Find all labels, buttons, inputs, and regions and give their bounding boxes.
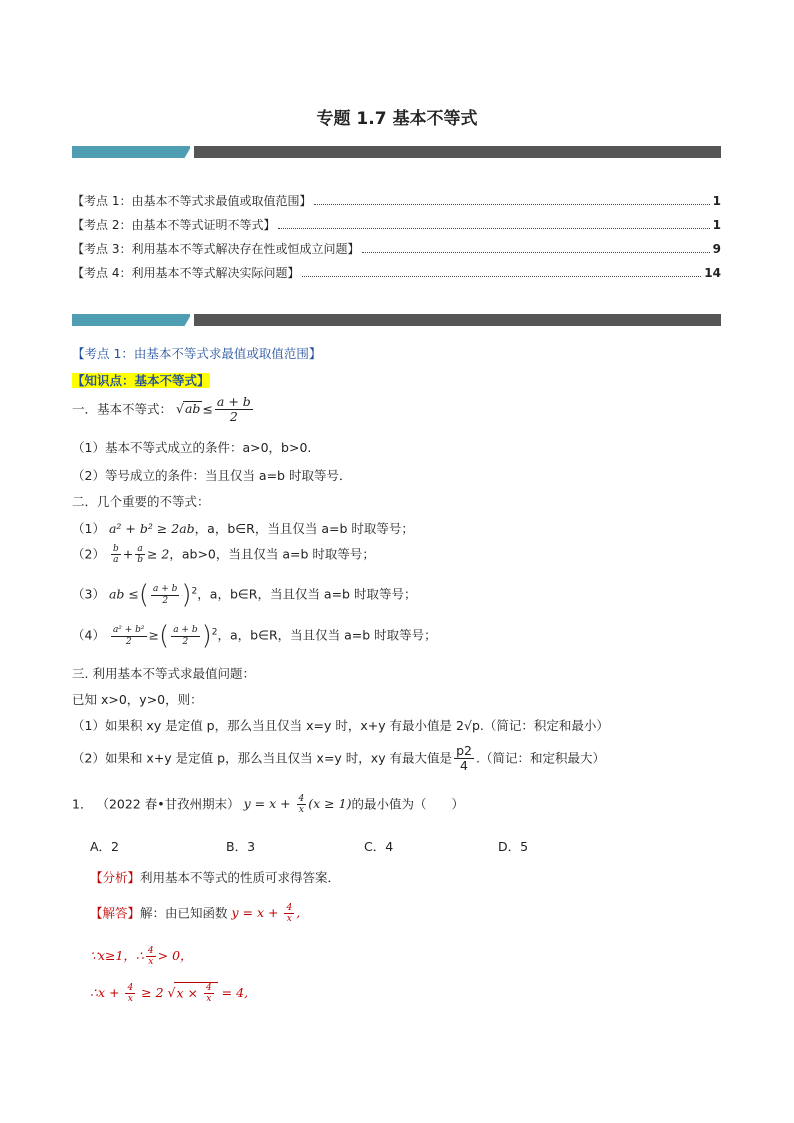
formula-a-plus-b-over-2: $\frac{a + b}{2}$ [153,584,178,606]
toc-entry[interactable] [72,236,721,260]
basic-inequality-line: 一．基本不等式： √ab ≤ $\frac{a + b}{2}$ [72,394,251,425]
basic-inequality-title: 一．基本不等式： [72,401,173,417]
formula-a2-b2-2ab: a² + b² ≥ 2ab [108,521,195,536]
option-d[interactable]: D．5 [498,839,529,854]
toc-label: 【考点 4：利用基本不等式解决实际问题】 [72,266,300,280]
answer-function: y = x + $\frac{4}{x}$ , [231,903,301,925]
inequality-item-2: （2） $\frac{b}{a}$ + $\frac{a}{b}$ ≥ 2，ab>0，当且仅当 a=b 时取等号； [72,544,375,566]
option-c[interactable]: C．4 [364,839,394,854]
toc-entry[interactable] [72,212,721,236]
toc-page: 9 [712,242,721,256]
analysis-text: 利用基本不等式的性质可求得答案． [140,870,341,885]
condition-line-2: （2）等号成立的条件：当且仅当 a=b 时取等号． [72,468,352,483]
toc-leader [314,188,709,205]
answer-tag: 【解答】 [90,905,141,921]
question-number: 1． [72,796,93,812]
page-title: 专题 1.7 基本不等式 [316,109,478,129]
divider-bar-top [72,146,721,158]
toc-entry[interactable] [72,188,721,212]
solution-step-1: ∵x≥1，∴ $\frac{4}{x}$ > 0， [90,946,193,968]
inequality-item-4: （4） $\frac{\text{a² + b²}}{2}$ ≥( $\frac{a + b}{2}$ )$^2$，a，b∈R，当且仅当 a=b 时取等号； [72,621,437,651]
important-inequalities-title: 二．几个重要的不等式： [72,494,210,509]
formula-b-over-a: $\frac{b}{a}$ [112,544,119,566]
toc-label: 【考点 1：由基本不等式求最值或取值范围】 [72,194,312,208]
analysis-line [90,868,340,886]
toc-page: 1 [712,218,721,232]
toc-leader [278,212,709,229]
option-a[interactable]: A．2 [90,839,120,854]
analysis-tag: 【分析】 [90,870,141,885]
formula-a-plus-b-over-2: $\frac{a + b}{2}$ [216,394,251,425]
solution-step-2: ∴x + $\frac{4}{x}$ ≥ 2 √x × $\frac{4}{x}$ = 4, [90,983,249,1005]
inequality-item-3: （3） ab ≤( $\frac{a + b}{2}$ )$^2$，a，b∈R，当且仅当 a=b 时取等号； [72,580,417,610]
divider-bar-section [72,314,721,326]
answer-text: 解：由已知函数 [140,905,228,921]
question-stem [72,794,464,816]
answer-line [90,903,300,925]
toc-leader [362,236,709,253]
question-source: （2022 春•甘孜州期末） [96,796,240,812]
formula-a-over-b: $\frac{a}{b}$ [137,544,143,566]
condition-line-1: （1）基本不等式成立的条件：a>0，b>0. [72,440,312,455]
knowledge-tag-label: 【知识点：基本不等式】 [72,373,210,388]
formula-p2-over-4: $\frac{p2}{4}$ [456,743,472,774]
toc-leader [302,260,701,277]
toc-label: 【考点 3：利用基本不等式解决存在性或恒成立问题】 [72,242,360,256]
case-2: （2）如果和 x+y 是定值 p，那么当且仅当 x=y 时，xy 有最大值是 $\frac{p2}{4}$ .（简记：和定积最大） [72,743,605,774]
toc-entry[interactable] [72,260,721,284]
table-of-contents [72,188,721,284]
option-b[interactable]: B．3 [226,839,256,854]
formula-sqrt-ab: √ab [176,401,201,417]
formula-a-plus-b-over-2: $\frac{a + b}{2}$ [173,625,198,647]
question-stem-tail: 的最小值为（ ） [351,796,464,812]
formula-a2-b2-over-2: $\frac{\text{a² + b²}}{2}$ [112,625,145,647]
given-condition: 已知 x>0，y>0，则： [72,692,203,707]
max-min-title: 三. 利用基本不等式求最值问题： [72,666,255,681]
case-1: （1）如果积 xy 是定值 p，那么当且仅当 x=y 时，x+y 有最小值是 2√p.（简记：积定和最小） [72,718,609,733]
inequality-item-1: （1） a² + b² ≥ 2ab，a，b∈R，当且仅当 a=b 时取等号； [72,521,414,536]
toc-page: 1 [712,194,721,208]
toc-label: 【考点 2：由基本不等式证明不等式】 [72,218,276,232]
toc-page: 14 [704,266,721,280]
knowledge-tag [72,371,210,389]
question-function: y = x + $\frac{4}{x}$ (x ≥ 1) [243,794,352,816]
section-heading: 【考点 1：由基本不等式求最值或取值范围】 [72,346,322,361]
